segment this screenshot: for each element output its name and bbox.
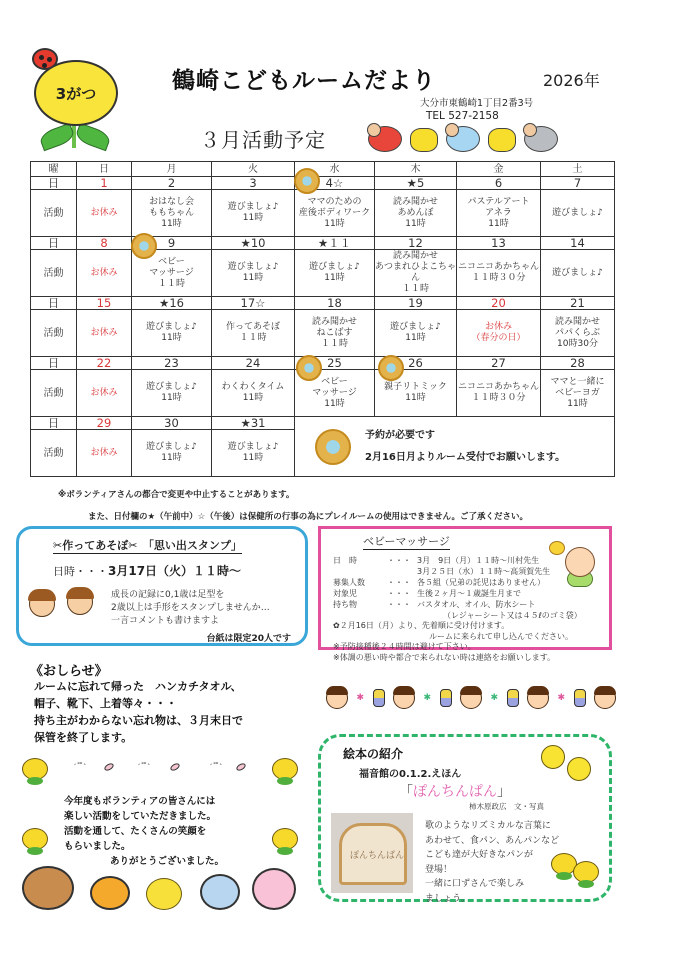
activity-text: ニコニコあかちゃん xyxy=(457,382,539,392)
date-cell: 15 xyxy=(77,297,132,310)
activity-cell xyxy=(212,190,295,237)
activity-time: 11時 xyxy=(405,333,426,343)
activity-row xyxy=(31,310,615,357)
craft-limit: 台紙は限定20人です xyxy=(206,634,291,644)
message-line: 楽しい活動をしていただきました。 xyxy=(64,811,217,822)
massage-medal-icon xyxy=(296,355,322,381)
date-cell: 20 xyxy=(457,297,541,310)
activity-text: ベビー xyxy=(158,256,185,267)
activity-time: １１時 xyxy=(239,333,267,343)
date-cell: 6 xyxy=(457,177,541,190)
activity-row xyxy=(31,190,615,237)
date-cell: ★5 xyxy=(375,177,457,190)
date-cell: 30 xyxy=(132,417,212,430)
address: 大分市東鶴崎1丁目2番3号 xyxy=(420,98,534,109)
activity-cell xyxy=(375,250,457,297)
activity-time: 11時 xyxy=(324,273,345,283)
date-cell: ★１１ xyxy=(295,237,375,250)
bouquet-icon xyxy=(507,689,519,707)
ladybug-icon xyxy=(368,126,402,152)
baby-massage-notes xyxy=(333,621,573,663)
rattle-icon xyxy=(549,541,565,555)
notice-line: 持ち主がわからない忘れ物は、３月末日で xyxy=(34,714,243,727)
activity-cell xyxy=(77,430,132,477)
activity-time: 11時 xyxy=(324,398,345,409)
decorative-bug-row xyxy=(368,126,558,152)
activity-cell xyxy=(77,250,132,297)
datetime-value: 3月17日（火）１１時～ xyxy=(108,564,242,578)
activity-cell xyxy=(541,310,615,357)
message-closing: ありがとうございました。 xyxy=(110,856,225,867)
header-cell: 土 xyxy=(541,162,615,177)
activity-cell xyxy=(295,250,375,297)
activity-text: 遊びましょ♪ xyxy=(146,442,197,452)
date-cell: 1 xyxy=(77,177,132,190)
note-line: ルームに来られて申し込んでください。 xyxy=(429,631,573,641)
date-cell: 14 xyxy=(541,237,615,250)
activity-text: 読み聞かせ xyxy=(554,316,600,327)
message-line: 活動を通して、たくさんの笑顔を xyxy=(64,826,207,837)
date-cell: 9 xyxy=(132,237,212,250)
activity-calendar xyxy=(30,161,615,477)
activity-text: 遊びましょ♪ xyxy=(146,322,197,332)
activity-text: お休み xyxy=(90,327,118,338)
bear-icon xyxy=(22,866,74,910)
row-label: 活動 xyxy=(31,190,77,237)
massage-medal-icon xyxy=(378,355,404,381)
date-cell: 13 xyxy=(457,237,541,250)
activity-text: 遊びましょ♪ xyxy=(146,382,197,392)
activity-text: お休み xyxy=(90,267,118,278)
book-publisher: 福音館の0.1.2.えほん xyxy=(359,769,462,780)
activity-cell xyxy=(132,370,212,417)
date-cell: ★31 xyxy=(212,417,295,430)
child-icon xyxy=(29,591,55,617)
dandelion-icon xyxy=(410,128,438,152)
activity-row xyxy=(31,370,615,417)
message-line: もらいました。 xyxy=(64,841,131,852)
header-cell: 日 xyxy=(77,162,132,177)
notice-line: 2月16日月よりルーム受付でお願いします。 xyxy=(365,451,566,463)
activity-text: パパくらぶ xyxy=(554,327,600,338)
activity-text: 産後ボディワーク xyxy=(298,207,371,218)
dandelion-icon xyxy=(36,62,116,124)
chick-icon xyxy=(567,757,591,781)
activity-text: あつまれひよこちゃん xyxy=(375,262,457,283)
description-line: 一言コメントも書けますよ xyxy=(111,616,220,626)
date-cell: 2 xyxy=(132,177,212,190)
book-section-title: 絵本の紹介 xyxy=(343,747,404,761)
activity-time: 11時 xyxy=(242,273,264,283)
activity-text: ねこばす xyxy=(316,327,353,338)
bouquet-icon xyxy=(440,689,452,707)
row-label: 日 xyxy=(31,417,77,430)
activity-time: 11時 xyxy=(405,218,426,229)
notice-line: 帽子、靴下、上着等々・・・ xyxy=(34,697,177,710)
date-cell: 27 xyxy=(457,357,541,370)
star-icon: ✱ xyxy=(356,693,365,703)
baby-illustration xyxy=(555,541,595,585)
row-label: 活動 xyxy=(31,430,77,477)
row-label: 活動 xyxy=(31,370,77,417)
child-face-icon xyxy=(393,687,415,709)
address-block xyxy=(420,97,533,123)
date-cell: 28 xyxy=(541,357,615,370)
activity-cell xyxy=(132,430,212,477)
activity-text: あめんぼ xyxy=(397,207,434,218)
activity-time: 11時 xyxy=(242,393,264,403)
activity-text: アネラ xyxy=(485,207,512,218)
detail-row: （レジャーシート又は４５ℓのゴミ袋） xyxy=(443,611,582,620)
activity-time: １１時３０分 xyxy=(471,273,526,283)
activity-text: 作ってあそぼ xyxy=(225,322,280,332)
activity-text: おはなし会 xyxy=(148,196,194,207)
baby-massage-box xyxy=(318,526,612,662)
activity-text: マッサージ xyxy=(149,267,194,278)
activity-cell xyxy=(295,310,375,357)
date-cell: 24 xyxy=(212,357,295,370)
activity-cell xyxy=(541,250,615,297)
picture-book-box xyxy=(318,734,612,902)
activity-cell xyxy=(457,370,541,417)
activity-text: マッサージ xyxy=(312,387,357,398)
reservation-notice xyxy=(295,417,615,477)
children-face-strip xyxy=(326,685,616,711)
date-row xyxy=(31,297,615,310)
dandelion-seed-icon xyxy=(210,762,222,770)
child-face-icon xyxy=(527,687,549,709)
leaf-icon xyxy=(74,123,112,152)
star-icon: ✱ xyxy=(557,693,566,703)
activity-cell xyxy=(132,310,212,357)
activity-text: お休み xyxy=(90,387,118,398)
rabbit-icon xyxy=(252,868,296,910)
activity-time: 11時 xyxy=(242,213,264,223)
activity-cell xyxy=(375,190,457,237)
activity-text: 読み聞かせ xyxy=(392,251,438,261)
date-row xyxy=(31,417,615,430)
activity-time: 11時 xyxy=(161,393,182,403)
chicks-illustration xyxy=(539,743,595,787)
massage-medal-icon xyxy=(315,429,351,465)
activity-time: 11時 xyxy=(405,393,426,403)
date-cell: 19 xyxy=(375,297,457,310)
child-face-icon xyxy=(326,687,348,709)
header-cell: 金 xyxy=(457,162,541,177)
note-line: ✿２月16日（月）より、先着順に受け付けます。 xyxy=(333,621,510,630)
dandelion-icon xyxy=(573,861,599,883)
date-cell: 21 xyxy=(541,297,615,310)
activity-time: １１時３０分 xyxy=(471,393,526,403)
date-cell: 7 xyxy=(541,177,615,190)
date-cell: 23 xyxy=(132,357,212,370)
activity-cell xyxy=(77,370,132,417)
children-illustration xyxy=(25,589,97,629)
activity-text: ベビーヨガ xyxy=(555,387,600,398)
date-row xyxy=(31,237,615,250)
activity-cell xyxy=(457,310,541,357)
activity-cell xyxy=(375,310,457,357)
activity-cell xyxy=(132,190,212,237)
leaf-icon xyxy=(38,123,76,152)
activity-text: お休み xyxy=(90,207,118,218)
massage-medal-icon xyxy=(294,168,320,194)
date-cell: 12 xyxy=(375,237,457,250)
activity-time: 11時 xyxy=(161,333,182,343)
activity-cell xyxy=(457,190,541,237)
date-row xyxy=(31,357,615,370)
holiday-name: （春分の日） xyxy=(471,333,526,343)
activity-text: 遊びましょ♪ xyxy=(390,322,441,332)
date-cell: 22 xyxy=(77,357,132,370)
dandelions-illustration xyxy=(551,847,599,891)
activity-time: 11時 xyxy=(488,218,509,229)
date-row xyxy=(31,177,615,190)
notice-line: ルームに忘れて帰った ハンカチタオル、 xyxy=(34,680,242,693)
massage-medal-icon xyxy=(131,233,157,259)
activity-text: 遊びましょ♪ xyxy=(227,262,279,272)
activity-cell xyxy=(212,430,295,477)
datetime-label: 日時・・・ xyxy=(53,565,108,578)
dandelion-seed-icon xyxy=(138,762,150,770)
star-legend-note: また、日付欄の★（午前中）☆（午後）は保健所の行事の為にプレイルームの使用はできません。ご了承ください。 xyxy=(88,512,528,522)
activity-text: 遊びましょ♪ xyxy=(552,207,603,218)
activity-text: ももちゃん xyxy=(148,207,194,218)
row-label: 日 xyxy=(31,297,77,310)
detail-row: 日 時 ・・・ 3月 9日（月）１１時～川村先生 xyxy=(333,556,540,565)
row-label: 活動 xyxy=(31,310,77,357)
activity-text: 遊びましょ♪ xyxy=(227,442,279,452)
activity-time: 11時 xyxy=(161,453,182,463)
activity-time: 11時 xyxy=(161,218,182,229)
activity-cell xyxy=(541,370,615,417)
lost-and-found-notice xyxy=(34,678,243,746)
activity-time: １１時 xyxy=(320,338,348,349)
date-cell: 17☆ xyxy=(212,297,295,310)
craft-event-box xyxy=(16,526,308,646)
row-label: 日 xyxy=(31,237,77,250)
activity-text: 読み聞かせ xyxy=(392,196,438,207)
child-face-icon xyxy=(460,687,482,709)
ladybug-icon xyxy=(32,48,58,70)
activity-text: わくわくタイム xyxy=(221,382,285,392)
activity-cell xyxy=(212,310,295,357)
date-cell: 4☆ xyxy=(295,177,375,190)
dandelion-icon xyxy=(22,758,48,780)
activity-row xyxy=(31,250,615,297)
activity-text: 親子リトミック xyxy=(384,382,447,392)
dandelion-icon xyxy=(272,828,298,850)
petal-icon xyxy=(235,762,247,772)
bouquet-icon xyxy=(574,689,586,707)
thanks-message xyxy=(64,794,224,869)
newsletter-year: 2026年 xyxy=(543,71,600,90)
activity-text: ママと一緒に xyxy=(550,376,605,387)
header-cell: 曜 xyxy=(31,162,77,177)
date-cell: ★16 xyxy=(132,297,212,310)
activity-text: 読み聞かせ xyxy=(311,316,357,327)
book-author: 柿木原政広 文・写真 xyxy=(469,802,544,811)
child-face-icon xyxy=(594,687,616,709)
baby-massage-details xyxy=(333,555,582,621)
dandelion-icon xyxy=(22,828,48,850)
activity-text: ニコニコあかちゃん xyxy=(457,262,539,272)
notice-line: 予約が必要です xyxy=(365,429,435,441)
ant-icon xyxy=(524,126,558,152)
date-cell: 8 xyxy=(77,237,132,250)
dandelion-icon xyxy=(488,128,516,152)
activity-cell xyxy=(541,190,615,237)
volunteer-note: ※ボランティアさんの都合で変更や中止することがあります。 xyxy=(58,490,295,500)
date-cell: ★10 xyxy=(212,237,295,250)
child-icon xyxy=(67,589,93,615)
date-cell: 25 xyxy=(295,357,375,370)
activity-time: １１時 xyxy=(157,278,185,289)
header-cell: 水 xyxy=(295,162,375,177)
book-cover-image xyxy=(331,813,413,893)
star-icon: ✱ xyxy=(490,693,499,703)
activity-text: 遊びましょ♪ xyxy=(309,262,360,272)
chick-icon xyxy=(541,745,565,769)
month-badge-label: 3がつ xyxy=(55,84,97,103)
activity-cell xyxy=(457,250,541,297)
baby-massage-title: ベビーマッサージ xyxy=(363,535,450,548)
tiger-icon xyxy=(90,876,130,910)
activity-cell xyxy=(77,310,132,357)
activity-time: 11時 xyxy=(567,398,588,409)
craft-datetime xyxy=(53,562,241,579)
header-cell: 火 xyxy=(212,162,295,177)
activity-text: ベビー xyxy=(321,376,348,387)
date-cell: 26 xyxy=(375,357,457,370)
book-title: 「ぽんちんぱん」 xyxy=(399,784,511,800)
header-cell: 木 xyxy=(375,162,457,177)
activity-text: お休み xyxy=(484,322,512,332)
description-line: 成長の記録に0,1歳は足型を xyxy=(111,590,225,600)
activity-text: 遊びましょ♪ xyxy=(227,202,279,212)
activity-time: １１時 xyxy=(401,284,429,294)
row-label: 活動 xyxy=(31,250,77,297)
notice-title: 《おしらせ》 xyxy=(30,664,108,679)
note-line: ※予防接種後２４時間は避けて下さい。 xyxy=(333,642,476,651)
bouquet-icon xyxy=(373,689,385,707)
petal-icon xyxy=(169,762,181,772)
activity-text: 遊びましょ♪ xyxy=(552,267,603,278)
note-line: ※体調の悪い時や都合で来られない時は連絡をお願いします。 xyxy=(333,652,556,662)
activity-text: パステルアート xyxy=(467,196,530,207)
notice-line: 保管を終了します。 xyxy=(34,731,133,744)
bee-icon xyxy=(446,126,480,152)
activity-time: 10時30分 xyxy=(557,338,598,349)
date-cell: 18 xyxy=(295,297,375,310)
calendar-header-row xyxy=(31,162,615,177)
activity-time: 11時 xyxy=(242,453,264,463)
detail-row: 募集人数 ・・・ 各５組（兄弟の託児はありません） xyxy=(333,578,545,587)
bread-icon: ぽんちんぱん xyxy=(339,823,407,885)
activity-cell xyxy=(212,370,295,417)
description-line: 2歳以上は手形をスタンプしませんか… xyxy=(111,603,270,613)
dandelion-seed-icon xyxy=(74,762,86,770)
newsletter-title: 鶴崎こどもルームだより xyxy=(172,68,436,94)
activity-time: 11時 xyxy=(324,218,345,229)
activity-cell xyxy=(212,250,295,297)
craft-title: ✂作ってあそぼ✂ 「思い出スタンプ」 xyxy=(53,539,242,552)
book-description: 歌のようなリズミカルな言葉に あわせて、食パン、あんパンなど こども達が大好きなパンが 登場！ 一緒に口ずさんで楽しみ ましょう。 xyxy=(425,821,560,904)
volunteer-thanks xyxy=(20,752,310,910)
detail-row: 3月２５日（水）１１時～高須賀先生 xyxy=(417,567,551,576)
star-icon: ✱ xyxy=(423,693,432,703)
row-label: 日 xyxy=(31,357,77,370)
detail-row: 持ち物 ・・・ バスタオル、オイル、防水シート xyxy=(333,600,536,609)
row-label: 日 xyxy=(31,177,77,190)
dandelion-icon xyxy=(272,758,298,780)
month-flower-badge xyxy=(30,48,125,153)
date-cell: 29 xyxy=(77,417,132,430)
message-line: 今年度もボランティアの皆さんには xyxy=(64,796,216,807)
mouse-icon xyxy=(200,874,240,910)
activity-text: お休み xyxy=(90,447,118,458)
chick-icon xyxy=(146,878,182,910)
phone-number: TEL 527-2158 xyxy=(426,110,499,122)
date-cell: 3 xyxy=(212,177,295,190)
craft-description xyxy=(111,589,270,628)
activity-cell xyxy=(77,190,132,237)
detail-row: 対象児 ・・・ 生後２ヶ月～１歳誕生月まで xyxy=(333,589,521,598)
header-cell: 月 xyxy=(132,162,212,177)
plan-title: ３月活動予定 xyxy=(200,128,326,152)
activity-text: ママのための xyxy=(307,196,362,207)
activity-cell xyxy=(295,190,375,237)
petal-icon xyxy=(103,762,115,772)
